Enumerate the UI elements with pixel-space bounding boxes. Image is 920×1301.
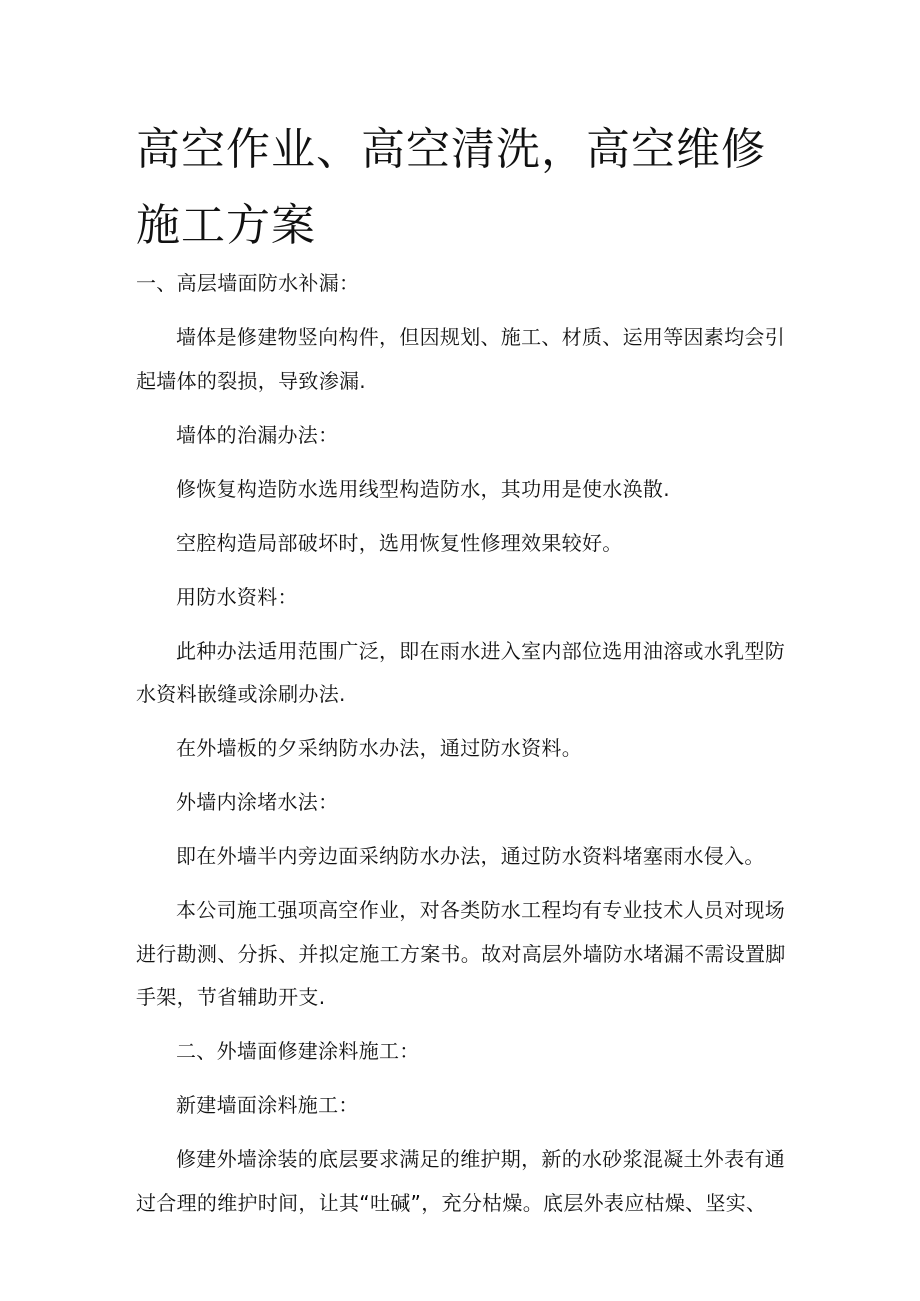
paragraph: 空腔构造局部破坏时，选用恢复性修理效果较好。	[176, 530, 623, 555]
paragraph: 外墙内涂堵水法：	[176, 790, 339, 814]
paragraph: 新建墙面涂料施工：	[176, 1093, 359, 1117]
paragraph: 此种办法适用范围广泛，即在雨水进入室内部位选用油溶或水乳型防水资料嵌缝或涂刷办法.	[136, 638, 785, 706]
paragraph: 修恢复构造防水选用线型构造防水，其功用是使水涣散.	[176, 476, 670, 501]
paragraph: 修建外墙涂装的底层要求满足的维护期，新的水砂浆混凝土外表有通过合理的维护时间，让其“吐碱”，充分枯燥。底层外表应枯燥、坚实、	[136, 1147, 785, 1215]
document-body	[136, 262, 786, 1236]
paragraph: 本公司施工强项高空作业，对各类防水工程均有专业技术人员对现场进行勘测、分拆、并拟定施工方案书。故对高层外墙防水堵漏不需设置脚手架，节省辅助开支.	[136, 898, 786, 1009]
paragraph: 在外墙板的夕采纳防水办法，通过防水资料。	[176, 736, 582, 760]
section-heading: 一、高层墙面防水补漏：	[136, 271, 360, 295]
paragraph: 即在外墙半内旁边面采纳防水办法，通过防水资料堵塞雨水侵入。	[176, 844, 765, 868]
paragraph: 墙体的治漏办法：	[176, 422, 339, 447]
document-title: 高空作业、高空清洗，高空维修施工方案	[136, 124, 766, 251]
paragraph: 用防水资料：	[176, 584, 298, 609]
section-heading: 二、外墙面修建涂料施工：	[176, 1039, 420, 1063]
paragraph: 墙体是修建物竖向构件，但因规划、施工、材质、运用等因素均会引起墙体的裂损，导致渗漏.	[136, 325, 785, 393]
